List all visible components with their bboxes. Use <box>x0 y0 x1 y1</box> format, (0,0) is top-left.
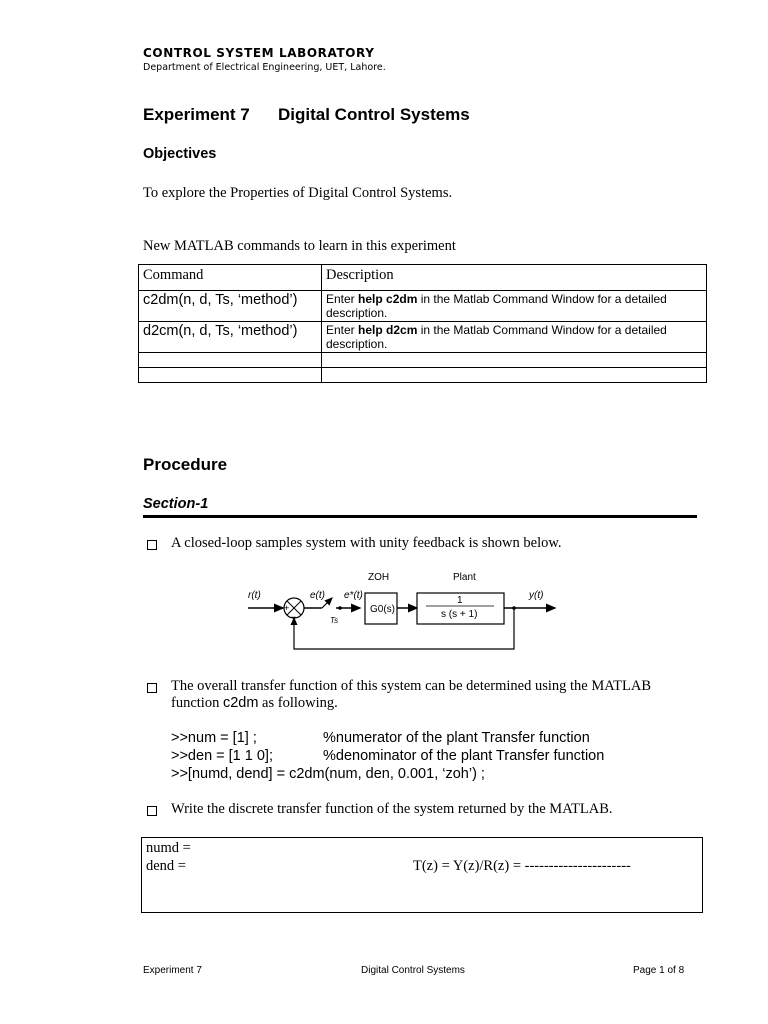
table-row <box>139 291 707 322</box>
sampled-signal-label: e*(t) <box>344 590 363 601</box>
footer-page-number: Page 1 of 8 <box>633 965 685 976</box>
code-line <box>171 766 485 782</box>
table-header-row <box>139 265 707 291</box>
description-prefix: Enter <box>326 323 359 337</box>
code-command: >>num = [1] ; <box>171 730 257 746</box>
section-divider <box>143 515 697 518</box>
empty-cell <box>139 368 322 383</box>
zoh-transfer-function: G0(s) <box>370 604 395 615</box>
output-signal-label: y(t) <box>529 590 544 601</box>
commands-table-caption: New MATLAB commands to learn in this experiment <box>143 238 456 254</box>
checkbox-bullet-icon <box>147 540 157 550</box>
zoh-label: ZOH <box>368 572 390 583</box>
experiment-number: Experiment 7 <box>143 105 250 124</box>
table-empty-row <box>139 353 707 368</box>
footer-experiment: Experiment 7 <box>143 965 202 976</box>
description-suffix: in the Matlab Command Window for a detailed description. <box>326 292 667 320</box>
checkbox-bullet-icon <box>147 683 157 693</box>
empty-cell <box>139 353 322 368</box>
description-help-command: help c2dm <box>358 292 418 306</box>
numd-label: numd = <box>146 840 191 856</box>
code-comment: %denominator of the plant Transfer function <box>323 748 605 764</box>
footer-title: Digital Control Systems <box>361 965 465 976</box>
checkbox-bullet-icon <box>147 806 157 816</box>
block-diagram <box>240 565 560 657</box>
description-help-command: help d2cm <box>358 323 418 337</box>
description-suffix: in the Matlab Command Window for a detailed description. <box>326 323 667 351</box>
description-cell <box>322 291 707 322</box>
function-name: c2dm <box>222 695 259 711</box>
bullet-text-transfer-function-cont <box>171 695 338 712</box>
sampler-dot <box>338 606 342 610</box>
description-cell <box>322 322 707 353</box>
objectives-heading: Objectives <box>143 146 217 162</box>
code-comment: %numerator of the plant Transfer function <box>323 730 590 746</box>
error-signal-label: e(t) <box>310 590 325 601</box>
experiment-title: Digital Control Systems <box>278 105 470 124</box>
empty-cell <box>322 353 707 368</box>
minus-sign: − <box>291 612 297 622</box>
dend-label: dend = <box>146 858 186 874</box>
code-line <box>171 730 590 746</box>
commands-table <box>138 264 707 383</box>
sampling-period-label: Ts <box>330 616 339 625</box>
function-prefix: function <box>171 695 223 711</box>
bullet-text-write-tf: Write the discrete transfer function of the system returned by the MATLAB. <box>171 801 613 817</box>
answer-box <box>141 837 703 913</box>
bullet-text-transfer-function: The overall transfer function of this system can be determined using the MATLAB <box>171 678 651 694</box>
table-row <box>139 322 707 353</box>
bullet-text-diagram-intro: A closed-loop samples system with unity feedback is shown below. <box>171 535 562 551</box>
command-cell: c2dm(n, d, Ts, ‘method’) <box>139 291 322 322</box>
command-cell: d2cm(n, d, Ts, ‘method’) <box>139 322 322 353</box>
transfer-function-expression: T(z) = Y(z)/R(z) = ---------------------- <box>413 858 631 874</box>
plant-numerator: 1 <box>457 595 463 606</box>
table-header-description: Description <box>322 265 707 291</box>
input-signal-label: r(t) <box>248 590 261 601</box>
description-prefix: Enter <box>326 292 359 306</box>
table-header-command: Command <box>139 265 322 291</box>
procedure-heading: Procedure <box>143 455 228 474</box>
code-command: >>[numd, dend] = c2dm(num, den, 0.001, ‘zoh’) ; <box>171 766 485 782</box>
department-subtitle: Department of Electrical Engineering, UET, Lahore. <box>143 62 386 73</box>
code-line <box>171 748 605 764</box>
objective-text: To explore the Properties of Digital Control Systems. <box>143 185 453 201</box>
section-heading: Section-1 <box>143 496 209 512</box>
code-command: >>den = [1 1 0]; <box>171 748 273 764</box>
lab-title: CONTROL SYSTEM LABORATORY <box>143 46 375 60</box>
function-suffix: as following. <box>258 695 338 711</box>
plus-sign: + <box>284 603 290 613</box>
table-empty-row <box>139 368 707 383</box>
plant-denominator: s (s + 1) <box>441 609 478 620</box>
empty-cell <box>322 368 707 383</box>
plant-label: Plant <box>453 572 476 583</box>
